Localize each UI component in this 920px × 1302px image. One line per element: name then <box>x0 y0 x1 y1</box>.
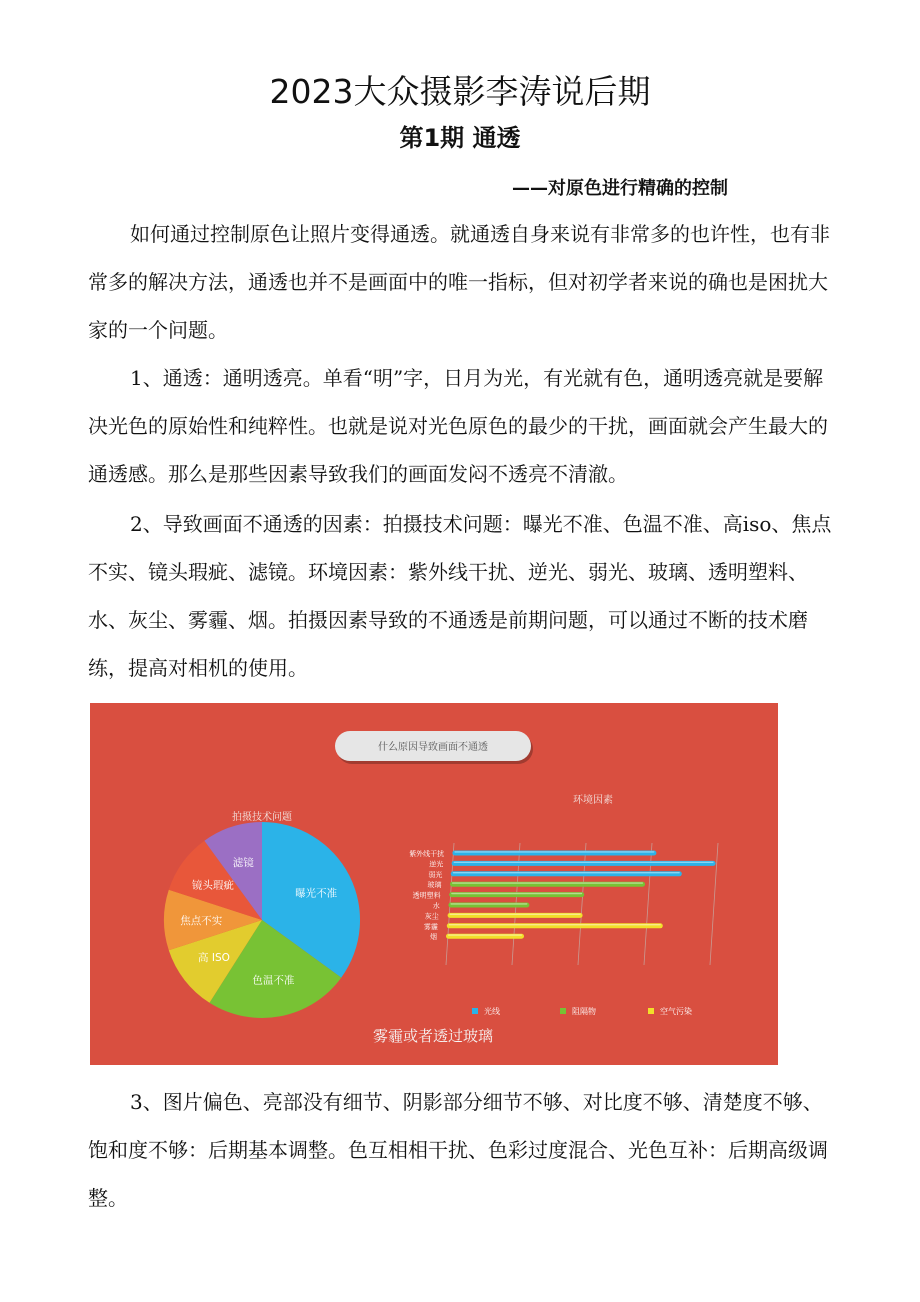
pie-slice-label: 焦点不实 <box>180 915 223 927</box>
bar-category-label: 水 <box>432 902 440 910</box>
pie-slice-label: 镜头瑕疵 <box>191 879 234 892</box>
bar-category-label: 紫外线干扰 <box>409 850 445 858</box>
pie-slice-label: 高 ISO <box>198 952 230 965</box>
legend-swatch <box>560 1008 566 1014</box>
pie-title: 拍摄技术问题 <box>232 812 292 823</box>
header-label: 什么原因导致画面不通透 <box>378 742 488 753</box>
bar-category-label: 灰尘 <box>424 912 439 921</box>
pie-slice-label: 曝光不准 <box>295 887 338 900</box>
paragraph-2: 2、导致画面不通透的因素：拍摄技术问题：曝光不准、色温不准、高iso、焦点不实、镜头瑕疵、滤镜。环境因素：紫外线干扰、逆光、弱光、玻璃、透明塑料、水、灰尘、雾霾、烟。拍摄因素导致的不通透是前期问题，可以通过不断的技术磨练，提高对相机的使用。 <box>88 512 832 680</box>
bar-highlight <box>453 872 680 873</box>
legend-label: 光线 <box>484 1007 500 1016</box>
document-byline: ——对原色进行精确的控制 <box>512 178 728 199</box>
bar-category-label: 雾霾 <box>423 922 438 931</box>
bar-category-label: 烟 <box>430 933 437 942</box>
bar-title: 环境因素 <box>573 795 613 806</box>
legend-swatch <box>648 1008 654 1014</box>
bar-highlight <box>451 893 582 894</box>
pie-slice-label: 色温不准 <box>252 974 295 987</box>
infographic-figure <box>90 703 778 1065</box>
bar-category-label: 逆光 <box>429 860 444 869</box>
bar-highlight <box>450 903 527 904</box>
paragraph-intro: 如何通过控制原色让照片变得通透。就通透自身来说有非常多的也许性，也有非常多的解决方法，通透也并不是画面中的唯一指标，但对初学者来说的确也是困扰大家的一个问题。 <box>88 222 830 342</box>
legend-swatch <box>472 1008 478 1014</box>
bar-highlight <box>450 914 581 915</box>
bar-highlight <box>448 934 522 935</box>
bar-highlight <box>454 851 654 852</box>
document-title: 2023大众摄影李涛说后期 <box>269 72 651 111</box>
pie-slice-label: 滤镜 <box>232 857 254 870</box>
figure-caption: 雾霾或者透过玻璃 <box>372 1027 494 1045</box>
infographic-svg <box>90 703 778 1065</box>
bar-highlight <box>449 924 661 925</box>
legend-label: 阻隔物 <box>572 1007 596 1016</box>
bar-category-label: 玻璃 <box>427 881 442 890</box>
legend-label: 空气污染 <box>660 1007 692 1016</box>
bar-highlight <box>452 882 643 883</box>
bar-highlight <box>454 862 714 863</box>
bar-category-label: 弱光 <box>428 870 443 879</box>
paragraph-1: 1、通透：通明透亮。单看“明”字，日月为光，有光就有色，通明透亮就是要解决光色的原始性和纯粹性。也就是说对光色原色的最少的干扰，画面就会产生最大的通透感。那么是那些因素导致我们的画面发闷不透亮不清澈。 <box>88 366 828 486</box>
document-subtitle: 第1期 通透 <box>399 124 521 152</box>
bar-category-label: 透明塑料 <box>412 891 441 900</box>
paragraph-3: 3、图片偏色、亮部没有细节、阴影部分细节不够、对比度不够、清楚度不够、饱和度不够：后期基本调整。色互相相干扰、色彩过度混合、光色互补：后期高级调整。 <box>88 1090 828 1210</box>
